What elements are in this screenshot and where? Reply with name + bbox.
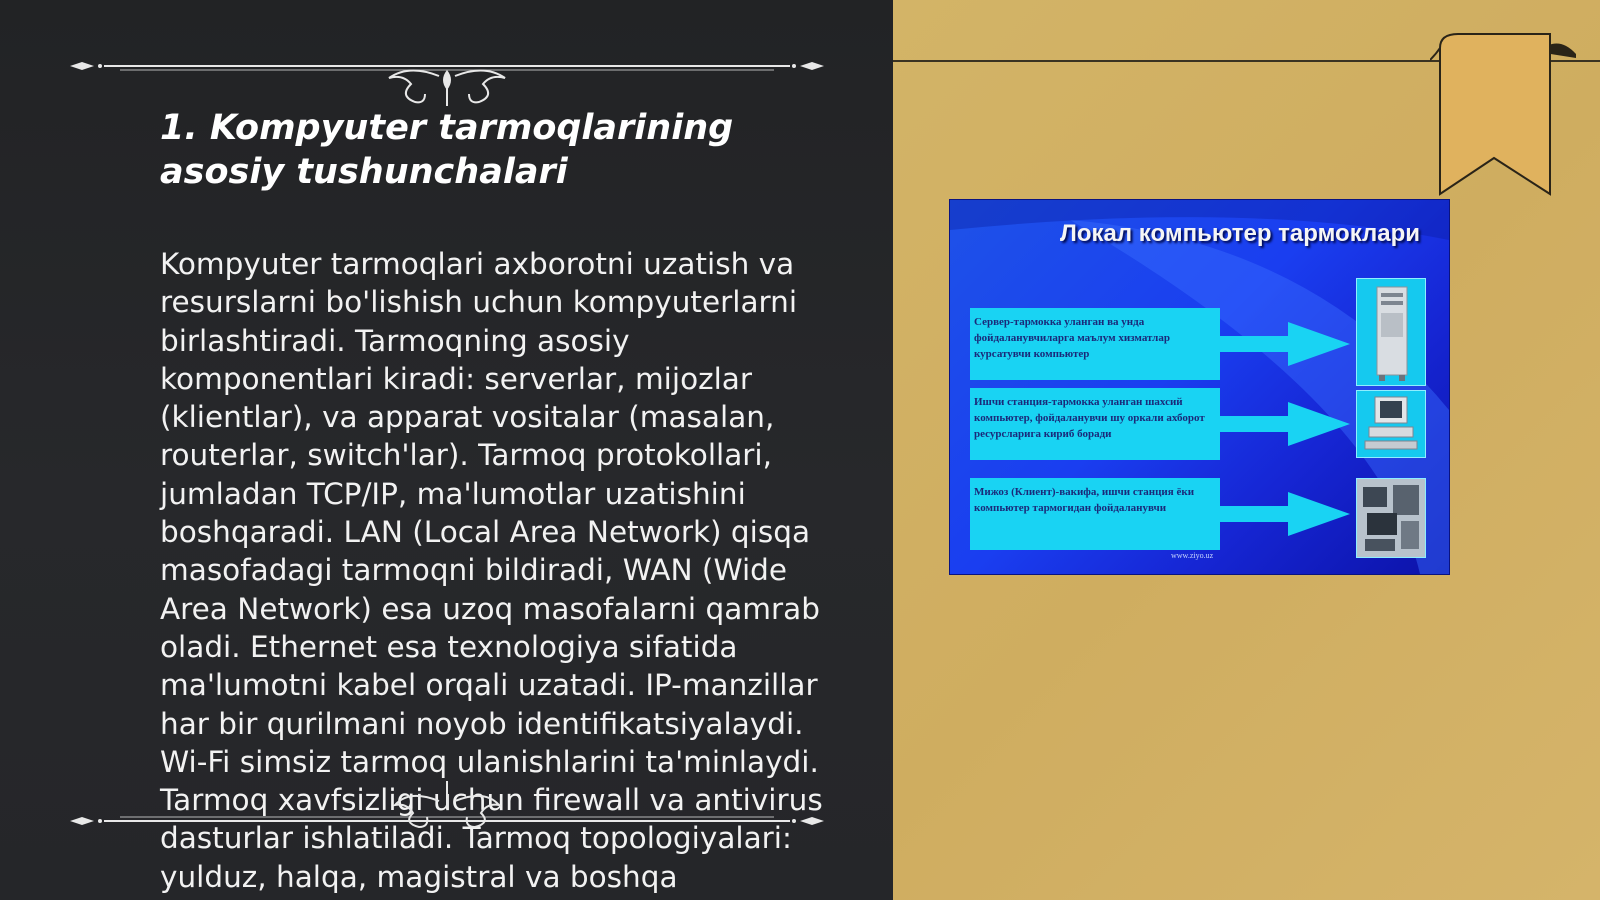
diagram-row-workstation (970, 388, 1428, 460)
workstation-description: Ишчи станция-тармокка уланган шахсий компьютер, фойдаланувчи шу оркали ахборот ресурсларига кириб боради (970, 388, 1220, 460)
image-title: Локал компьютер тармоклари (1060, 220, 1420, 247)
slide-title: 1. Kompyuter tarmoqlarining asosiy tushunchalari (160, 108, 734, 192)
bookmark-ribbon-icon (1430, 30, 1600, 200)
arrow-icon (1220, 402, 1350, 446)
diagram-row-client (970, 478, 1428, 550)
arrow-icon (1220, 492, 1350, 536)
slide-body-text: Kompyuter tarmoqlari axborotni uzatish va resurslarni bo'lishish uchun kompyuterlarni birlashtiradi. Tarmoqning asosiy komponentlari kiradi: serverlar, mijozlar (klientlar), va apparat vositalar (masalan, routerlar, switch'lar). Tarmoq protokollari, jumladan TCP/IP, ma'lumotlar uzatishini boshqaradi. LAN (Local Area Network) qisqa masofadagi tarmoqni bildiradi, WAN (Wide Area Network) esa uzoq masofalarni qamrab oladi. Ethernet esa texnologiya sifatida ma'lumotni kabel orqali uzatadi. IP-manzillar har bir qurilmani noyob identifikatsiyalaydi. Wi-Fi simsiz tarmoq ulanishlarini ta'minlaydi. Tarmoq xavfsizligi uchun firewall va antivirus dasturlar ishlatiladi. Tarmoq topologiyalari: yulduz, halqa, magistral va boshqa (160, 247, 823, 894)
image-source-url: www.ziyo.uz (1171, 551, 1214, 560)
client-description: Мижоз (Клиент)-вакифа, ишчи станция ёки компьютер тармогидан фойдаланувчи (970, 478, 1220, 550)
diagram-row-server (970, 308, 1428, 380)
bottom-ornament-divider (64, 779, 830, 839)
arrow-icon (1220, 322, 1350, 366)
server-tower-icon (1356, 278, 1426, 386)
client-photo-icon (1356, 478, 1426, 558)
local-network-diagram-image (950, 200, 1449, 574)
top-ornament-divider (64, 48, 830, 108)
server-description: Сервер-тармокка уланган ва унда фойдаланувчиларга маълум хизматлар курсатувчи компьютер (970, 308, 1220, 380)
desktop-pc-icon (1356, 390, 1426, 458)
